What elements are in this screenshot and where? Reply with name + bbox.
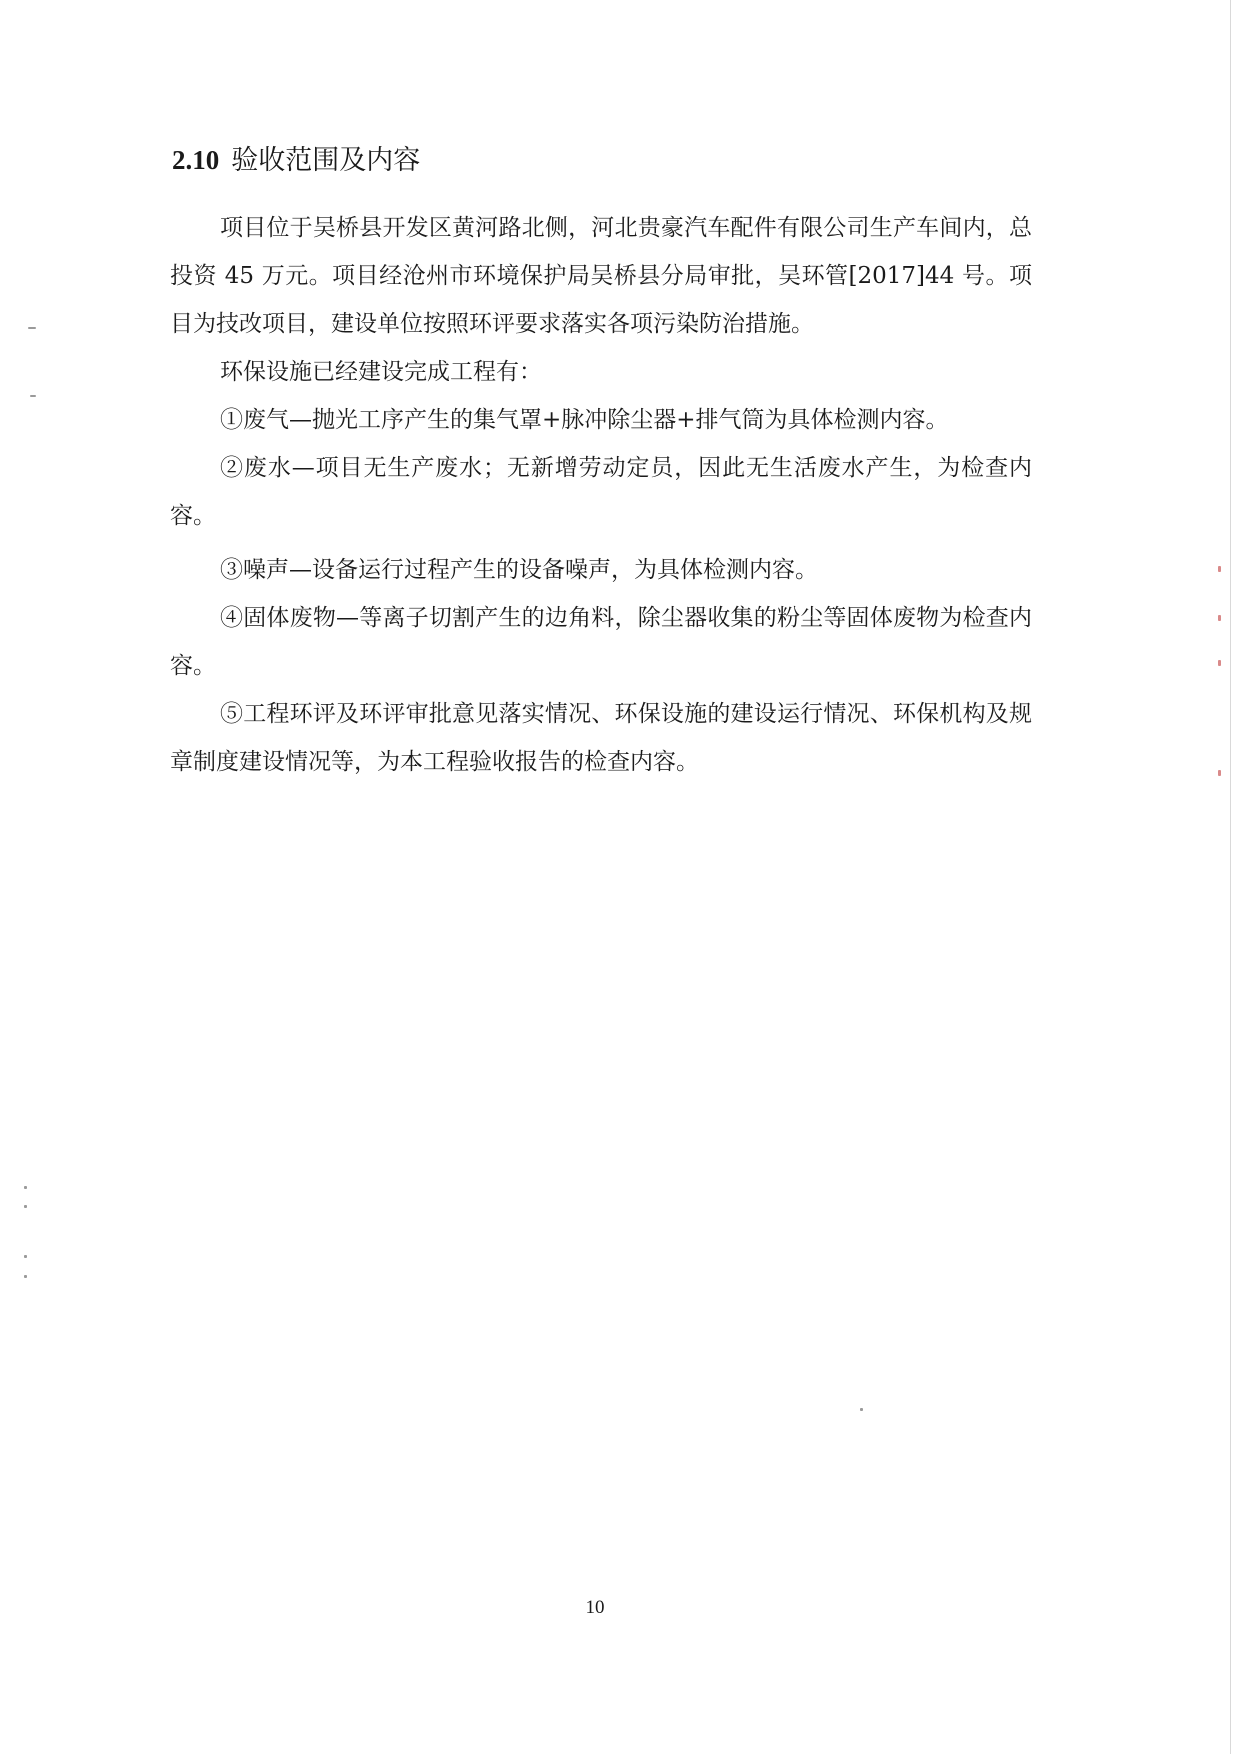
section-heading bbox=[172, 140, 420, 181]
paragraph-noise: ③噪声—设备运行过程产生的设备噪声，为具体检测内容。 bbox=[220, 557, 818, 583]
paragraph-project-location: 项目位于吴桥县开发区黄河路北侧，河北贵豪汽车配件有限公司生产车间内，总投资 45 万元。项目经沧州市环境保护局吴桥县分局审批，吴环管[2017]44 号。项目为技改项目，建设单位按照环评要求落实各项污染防治措施。 bbox=[170, 215, 1032, 337]
scan-edge-line bbox=[1230, 0, 1231, 1754]
section-title: 验收范围及内容 bbox=[231, 145, 421, 176]
section-number: 2.10 bbox=[172, 145, 220, 175]
scan-speck bbox=[1218, 770, 1221, 776]
page-number: 10 bbox=[585, 1597, 605, 1618]
paragraph-wastewater: ②废水—项目无生产废水；无新增劳动定员，因此无生活废水产生，为检查内容。 bbox=[170, 455, 1032, 529]
scan-speck bbox=[30, 395, 36, 397]
paragraph-solid-waste: ④固体废物—等离子切割产生的边角料，除尘器收集的粉尘等固体废物为检查内容。 bbox=[170, 605, 1032, 679]
scan-speck bbox=[24, 1275, 27, 1278]
scan-speck bbox=[24, 1205, 27, 1208]
paragraph-inspection: ⑤工程环评及环评审批意见落实情况、环保设施的建设运行情况、环保机构及规章制度建设情况等，为本工程验收报告的检查内容。 bbox=[170, 701, 1032, 775]
scan-speck bbox=[28, 327, 36, 329]
paragraph-facilities-intro: 环保设施已经建设完成工程有： bbox=[220, 359, 542, 385]
paragraph-exhaust-gas: ①废气—抛光工序产生的集气罩+脉冲除尘器+排气筒为具体检测内容。 bbox=[220, 407, 949, 433]
scan-speck bbox=[1218, 615, 1221, 621]
scan-speck bbox=[24, 1255, 27, 1258]
scan-speck bbox=[1218, 566, 1221, 572]
scan-speck bbox=[1218, 660, 1221, 666]
scan-speck bbox=[860, 1408, 863, 1411]
scan-speck bbox=[24, 1186, 27, 1189]
